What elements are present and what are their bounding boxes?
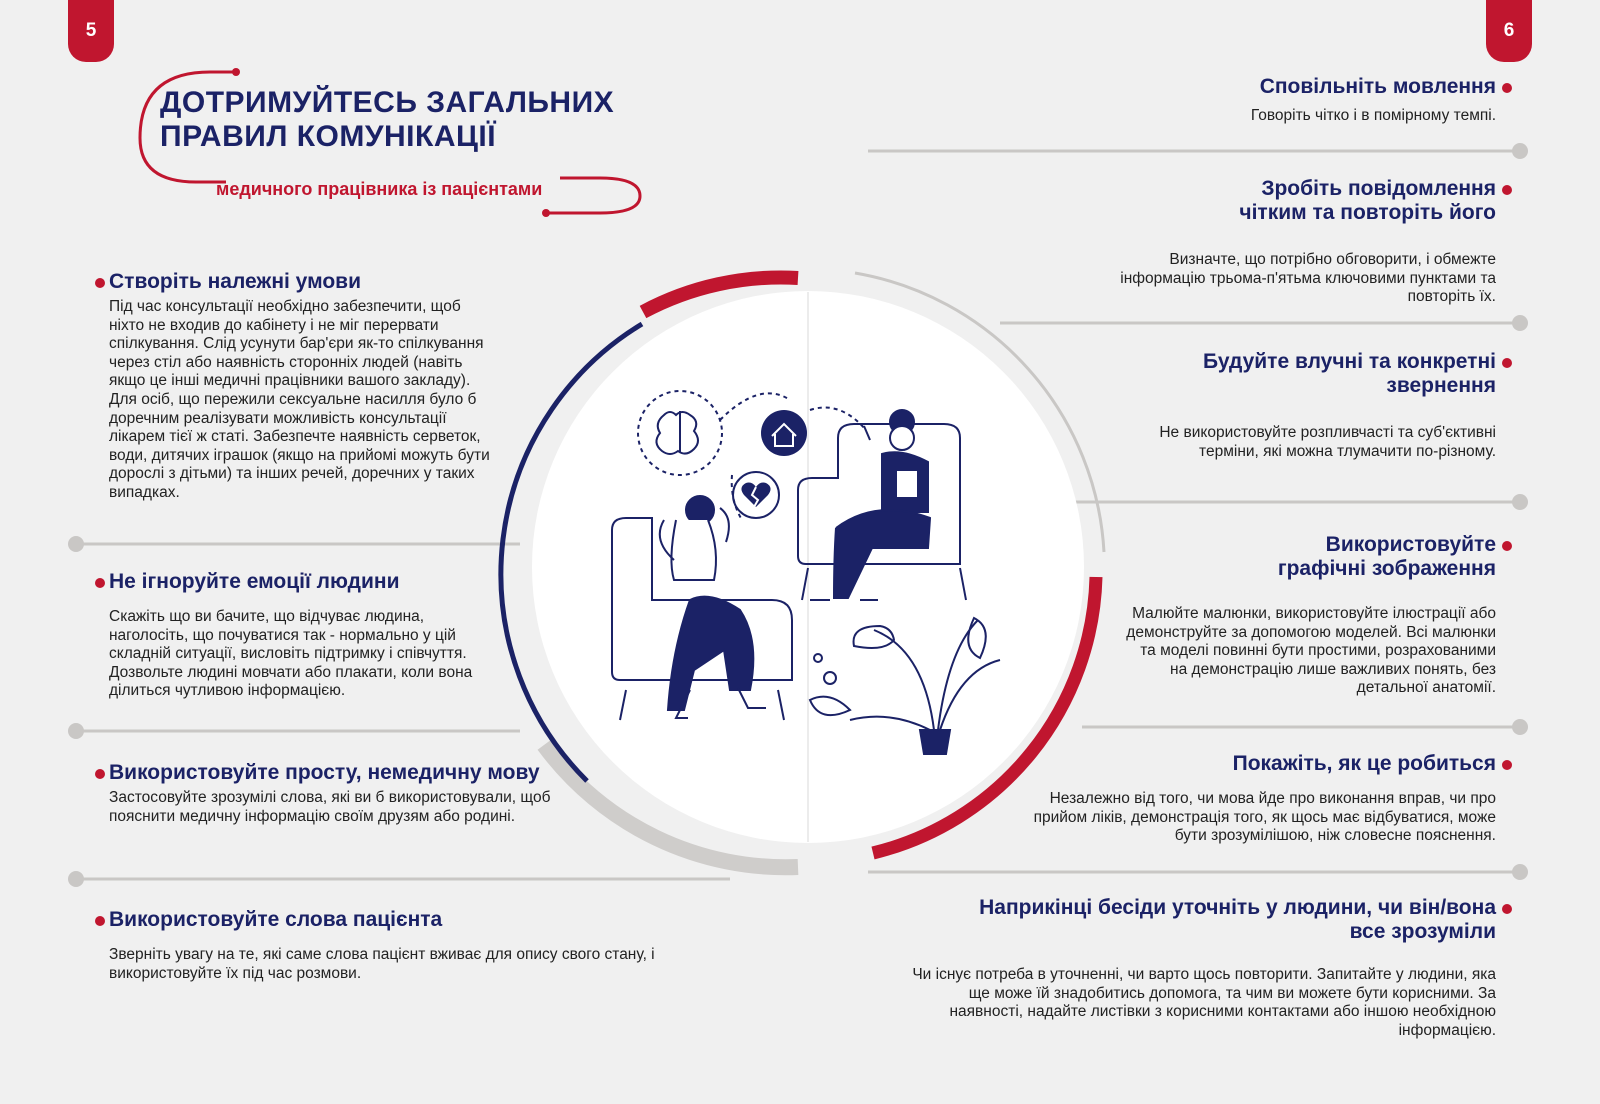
section-title: Наприкінці бесіди уточніть у людини, чи він/вона все зрозуміли (896, 896, 1496, 944)
section-body: Скажіть що ви бачите, що відчуває людина, наголосіть, що почуватися так - нормально у цій складній ситуації, висловіть підтримку і співчуття. Дозвольте людині мовчати або плакати, коли вона ділиться чутливою інформацією. (109, 608, 473, 700)
left-section-2 (95, 570, 495, 701)
section-title: Використовуйте графічні зображення (1126, 533, 1496, 581)
right-section-3 (1116, 350, 1496, 461)
right-section-1 (996, 75, 1496, 126)
page-number-right: 6 (1486, 0, 1532, 62)
home-icon (761, 410, 807, 456)
section-title: Сповільніть мовлення (996, 75, 1496, 99)
page-number-left: 5 (68, 0, 114, 62)
section-title: Зробіть повідомлення чітким та повторіть його (1106, 177, 1496, 225)
left-section-1 (95, 270, 495, 503)
section-body: Малюйте малюнки, використовуйте ілюстрації або демонструйте за допомогою моделей. Всі малюнки та моделі повинні бути простими, розрахованими на демонстрацію лише важливих понять, без детальної анатомії. (1126, 605, 1496, 697)
section-body: Говоріть чітко і в помірному темпі. (1250, 107, 1496, 124)
right-section-5 (1026, 752, 1496, 846)
section-body: Незалежно від того, чи мова йде про виконання вправ, чи про прийом ліків, демонстрація того, як щось має відбуватися, може бути зрозумілішою, ніж словесне пояснення. (1033, 790, 1496, 845)
section-title: Використовуйте слова пацієнта (95, 908, 695, 932)
section-body: Під час консультації необхідно забезпечити, щоб ніхто не входив до кабінету і не міг перервати спілкування. Слід усунути бар'єри як-то спілкування через стіл або наявність сторонніх людей (навіть якщо це інші медичні працівники вашого закладу). Для осіб, що пережили сексуальне насилля було б доречним реалізувати можливість консультації лікарем тієї ж статі. Забезпечте наявність серветок, води, дитячих іграшок (якщо на прийомі можуть бути дорослі з дітьми) та інших речей, доречних у таких випадках. (109, 298, 490, 501)
section-body: Визначте, що потрібно обговорити, і обмежте інформацію трьома-п'ятьма ключовими пунктами та повторіть їх. (1120, 251, 1496, 306)
right-section-6 (896, 896, 1496, 1040)
page-subtitle: медичного працівника із пацієнтами (216, 179, 543, 199)
section-body: Чи існує потреба в уточненні, чи варто щось повторити. Запитайте у людини, яка ще може їй знадобитись допомога, та чим ви можете бути корисними. За наявності, надайте листівки з корисними контактами або іншою необхідною інформацією. (912, 966, 1496, 1039)
page-title: ДОТРИМУЙТЕСЬ ЗАГАЛЬНИХ ПРАВИЛ КОМУНІКАЦІЇ (160, 86, 615, 153)
left-section-3 (95, 761, 565, 826)
section-body: Не використовуйте розпливчасті та суб'єктивні терміни, які можна тлумачити по-різному. (1159, 424, 1496, 460)
section-title: Не ігноруйте емоції людини (95, 570, 495, 594)
section-body: Зверніть увагу на те, які саме слова пацієнт вживає для опису свого стану, і використовуйте їх під час розмови. (109, 946, 655, 982)
right-section-4 (1126, 533, 1496, 698)
section-body: Застосовуйте зрозумілі слова, які ви б використовували, щоб пояснити медичну інформацію своїм друзям або родині. (109, 789, 551, 825)
left-section-4 (95, 908, 695, 983)
right-section-2 (1106, 177, 1496, 307)
section-title: Використовуйте просту, немедичну мову (95, 761, 549, 785)
section-title: Створіть належні умови (95, 270, 495, 294)
section-title: Покажіть, як це робиться (1026, 752, 1496, 776)
section-title: Будуйте влучні та конкретні звернення (1116, 350, 1496, 398)
